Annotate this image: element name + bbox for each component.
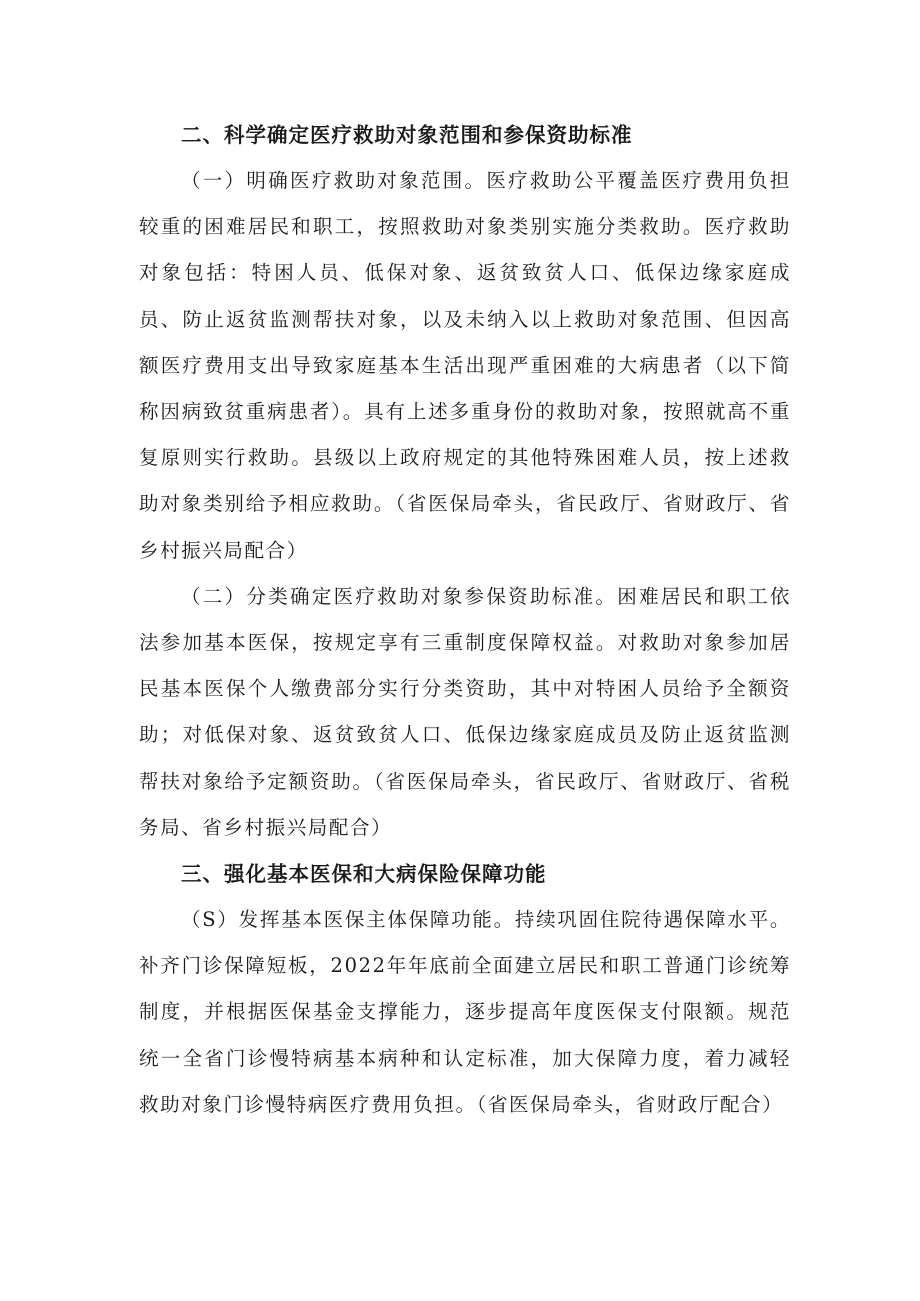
section-2-paragraph-1: （一）明确医疗救助对象范围。医疗救助公平覆盖医疗费用负担较重的困难居民和职工，按照救助对象类别实施分类救助。医疗救助对象包括：特困人员、低保对象、返贫致贫人口、低保边缘家庭成员、防止返贫监测帮扶对象，以及未纳入以上救助对象范围、但因高额医疗费用支出导致家庭基本生活出现严重困难的大病患者（以下简称因病致贫重病患者）。具有上述多重身份的救助对象，按照就高不重复原则实行救助。县级以上政府规定的其他特殊困难人员，按上述救助对象类别给予相应救助。（省医保局牵头，省民政厅、省财政厅、省乡村振兴局配合）: [139, 169, 791, 562]
document-page: [139, 112, 791, 1128]
section-3-paragraph-1: （S）发挥基本医保主体保障功能。持续巩固住院待遇保障水平。补齐门诊保障短板，2022年年底前全面建立居民和职工普通门诊统筹制度，并根据医保基金支撑能力，逐步提高年度医保支付限额。规范统一全省门诊慢特病基本病种和认定标准，加大保障力度，着力减轻救助对象门诊慢特病医疗费用负担。（省医保局牵头，省财政厅配合）: [139, 908, 791, 1116]
section-2-heading: 二、科学确定医疗救助对象范围和参保资助标准: [181, 123, 633, 147]
section-3-heading: 三、强化基本医保和大病保险保障功能: [181, 862, 547, 887]
section-2-paragraph-2: （二）分类确定医疗救助对象参保资助标准。困难居民和职工依法参加基本医保，按规定享有三重制度保障权益。对救助对象参加居民基本医保个人缴费部分实行分类资助，其中对特困人员给予全额资助；对低保对象、返贫致贫人口、低保边缘家庭成员及防止返贫监测帮扶对象给予定额资助。（省医保局牵头，省民政厅、省财政厅、省税务局、省乡村振兴局配合）: [139, 584, 791, 839]
